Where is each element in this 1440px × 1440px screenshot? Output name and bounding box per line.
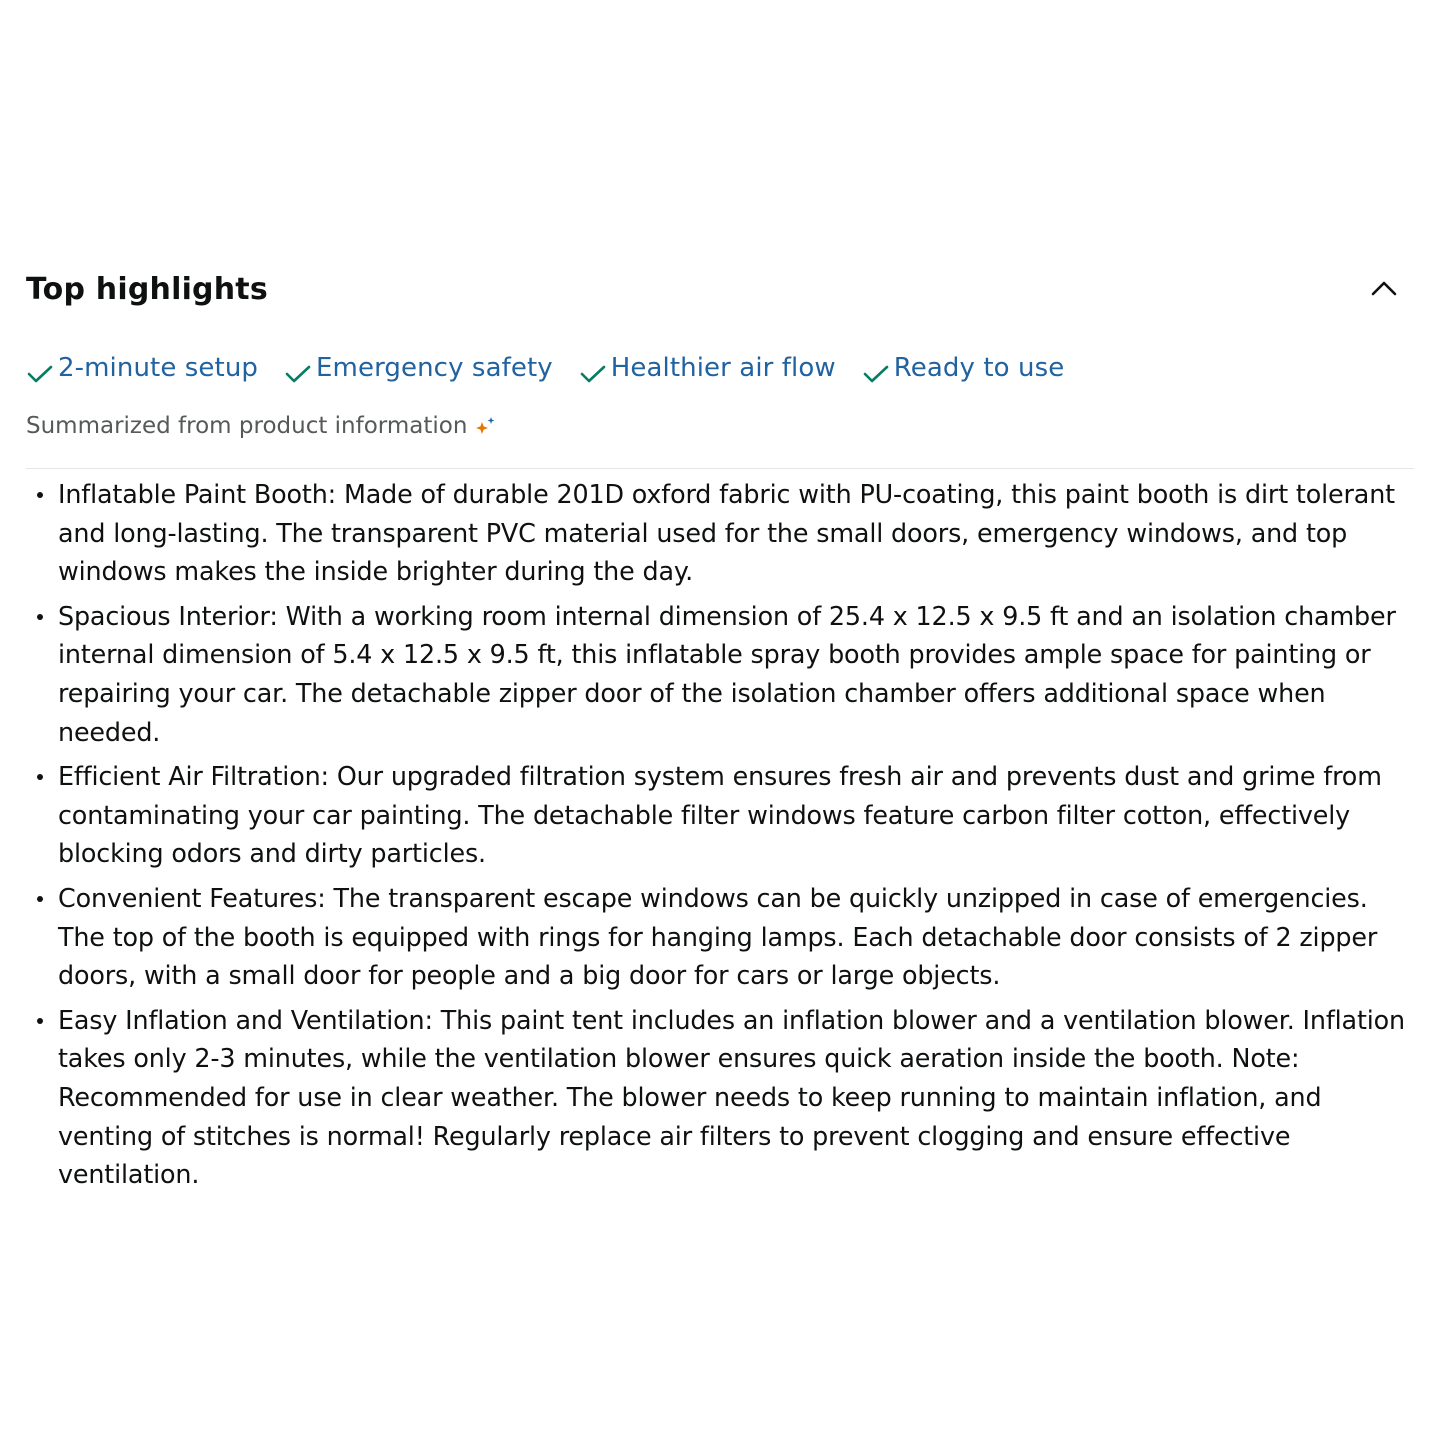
bullet-item: Efficient Air Filtration: Our upgraded filtration system ensures fresh air and prevents dust and grime from contaminating your car painting. The detachable filter windows feature carbon filter cotton, effectively blocking odors and dirty particles. (58, 757, 1414, 873)
chip-label: Emergency safety (316, 353, 553, 383)
collapse-button[interactable] (1364, 268, 1404, 308)
bullet-item: Easy Inflation and Ventilation: This paint tent includes an inflation blower and a ventilation blower. Inflation takes only 2-3 minutes, while the ventilation blower ensures quick aeration inside the booth. Note: Recommended for use in clear weather. The blower needs to keep running to maintain inflation, and venting of stitches is normal! Regularly replace air filters to prevent clogging and ensure effective ventilation. (58, 1001, 1414, 1194)
chip-ready-to-use[interactable] (862, 351, 1065, 385)
summary-note (26, 406, 1414, 446)
chip-healthier-air-flow[interactable] (579, 351, 836, 385)
summary-text: Summarized from product information (26, 413, 468, 439)
highlights-header (26, 262, 1414, 322)
highlight-bullets (26, 475, 1414, 1194)
chip-label: Ready to use (893, 353, 1065, 383)
section-title: Top highlights (26, 272, 268, 307)
chevron-up-icon (1370, 279, 1398, 297)
chip-label: Healthier air flow (610, 353, 836, 383)
chip-2-minute-setup[interactable] (26, 351, 258, 385)
bullet-item: Spacious Interior: With a working room internal dimension of 25.4 x 12.5 x 9.5 ft and an isolation chamber internal dimension of 5.4 x 12.5 x 9.5 ft, this inflatable spray booth provides ample space for painting or repairing your car. The detachable zipper door of the isolation chamber offers additional space when needed. (58, 597, 1414, 751)
divider (26, 468, 1414, 469)
check-icon (284, 361, 312, 385)
chip-emergency-safety[interactable] (284, 351, 553, 385)
bullet-item: Inflatable Paint Booth: Made of durable 201D oxford fabric with PU-coating, this paint booth is dirt tolerant and long-lasting. The transparent PVC material used for the small doors, emergency windows, and top windows makes the inside brighter during the day. (58, 475, 1414, 591)
check-icon (26, 361, 54, 385)
check-icon (862, 361, 890, 385)
bullet-item: Convenient Features: The transparent escape windows can be quickly unzipped in case of emergencies. The top of the booth is equipped with rings for hanging lamps. Each detachable door consists of 2 zipper doors, with a small door for people and a big door for cars or large objects. (58, 879, 1414, 995)
top-highlights-section (26, 262, 1414, 1200)
check-icon (579, 361, 607, 385)
sparkle-icon (473, 414, 497, 438)
chip-label: 2-minute setup (58, 353, 259, 383)
highlight-chips (26, 348, 1414, 388)
